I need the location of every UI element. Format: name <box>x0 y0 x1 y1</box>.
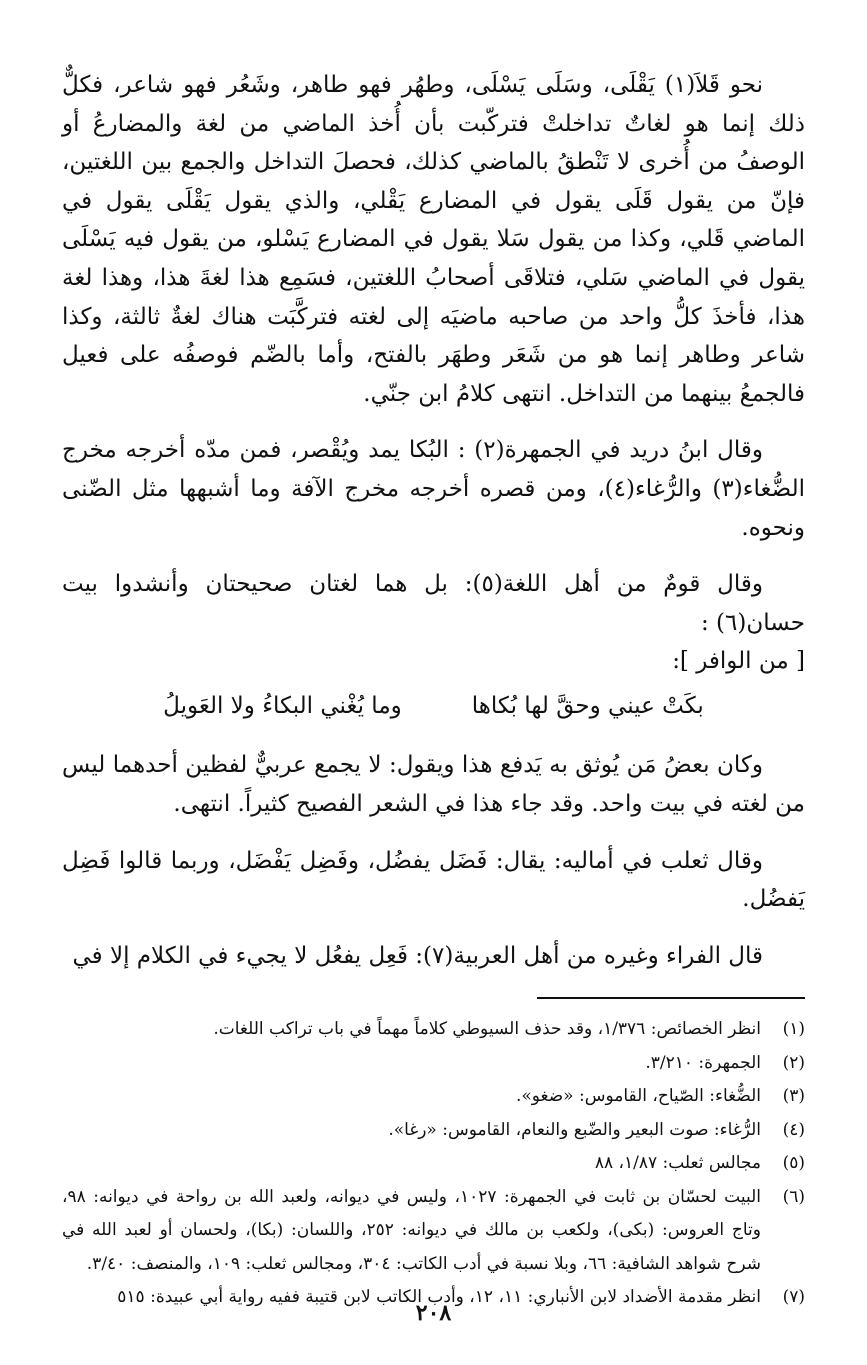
main-text <box>62 66 805 975</box>
paragraph-5: وقال ثعلب في أماليه: يقال: فَضَل يفضُل، وفَضِل يَفْضَل، وربما قالوا فَضِل يَفضُل. <box>62 847 805 913</box>
paragraph-2: وقال ابنُ دريد في الجمهرة(٢) : البُكا يمد ويُقْصر، فمن مدّه أخرجه مخرج الضُّغاء(٣) والرُّغاء(٤)، ومن قصره أخرجه مخرج الآفة وما أشبهها مثل الضّنى ونحوه. <box>62 437 805 541</box>
footnote-number: (٢) <box>782 1052 805 1073</box>
paragraph-1: نحو قَلاَ(١) يَقْلَى، وسَلَى يَسْلَى، وطهُر فهو طاهر، وشَعُر فهو شاعر، فكلٌّ ذلك إنما هو لغاتٌ تداخلتْ فتركّبت بأن أُخذ الماضي من لغة والمضارعُ أو الوصفُ من أُخرى لا تَنْطقُ بالماضي كذلك، فحصلَ التداخل والجمع بين اللغتين، فإنّ من يقول قَلَى يقول في المضارع يَقْلي، والذي يقول يَقْلَى يقول في الماضي قَلي، وكذا من يقول سَلا يقول في المضارع يَسْلو، من يقول فيه يَسْلَى يقول في الماضي سَلي، فتلاقَى أصحابُ اللغتين، فسَمِع هذا لغةَ هذا، وهذا لغة هذا، فأخذَ كلُّ واحد من صاحبه ماضيَه إلى لغته فتركَّبَت هناك لغةٌ ثالثة، وكذا شاعر وطاهر إنما هو من شَعَر وطهَر بالفتح، وأما بالضّم فوصفُه على فعيل فالجمعُ بينهما من التداخل. انتهى كلامُ ابن جنّي. <box>62 72 805 407</box>
page-number: ٢٠٨ <box>415 1300 452 1326</box>
paragraph-3: وقال قومٌ من أهل اللغة(٥): بل هما لغتان صحيحتان وأنشدوا بيت حسان(٦) : <box>62 571 805 636</box>
footnote-number: (٦) <box>782 1186 805 1207</box>
paragraph-4: وكان بعضُ مَن يُوثق به يَدفع هذا ويقول: لا يجمع عربيٌّ لفظين أحدهما ليس من لغته في بيت واحد. وقد جاء هذا في الشعر الفصيح كثيراً. انتهى. <box>62 752 805 817</box>
footnote-text: الضُّغاء: الصّياح، القاموس: «ضغو». <box>515 1086 761 1107</box>
footnote-item <box>62 1114 805 1148</box>
footnote-number: (٤) <box>782 1119 805 1140</box>
footnote-item <box>62 1047 805 1081</box>
footnote-number: (٧) <box>782 1287 805 1308</box>
footnote-number: (٥) <box>782 1153 805 1174</box>
footnote-text: البيت لحسّان بن ثابت في الجمهرة: ١٠٢٧، وليس في ديوانه، ولعبد الله بن رواحة في ديوانه: ٩٨، وتاج العروس: (بكى)، ولكعب بن مالك في ديوانه: ٢٥٢، واللسان: (بكا)، ولحسان أو لعبد الله في شرح شواهد الشافية: ٦٦، وبلا نسبة في أدب الكاتب: ٣٠٤، ومجالس ثعلب: ١٠٩، والمنصف: ٣/٤٠. <box>62 1186 762 1274</box>
footnote-item <box>62 1013 805 1047</box>
footnote-number: (٣) <box>782 1086 805 1107</box>
paragraph-6: قال الفراء وغيره من أهل العربية(٧): فَعِل يفعُل لا يجيء في الكلام إلا في <box>72 942 763 969</box>
footnote-item <box>62 1147 805 1181</box>
footnote-divider <box>537 997 805 999</box>
footnote-text: مجالس ثعلب: ١/٨٧، ٨٨ <box>594 1153 761 1174</box>
verse-meter: [ من الوافر ]: <box>672 648 805 675</box>
footnote-number: (١) <box>782 1019 805 1040</box>
footnote-item <box>62 1181 805 1282</box>
footnote-text: الجمهرة: ٣/٢١٠. <box>645 1052 761 1073</box>
verse-line <box>62 686 805 726</box>
footnote-text: الرُّغاء: صوت البعير والضّبع والنعام، القاموس: «رغا». <box>388 1119 761 1140</box>
verse-second-hemistich: وما يُغْني البكاءُ ولا العَويلُ <box>163 693 402 720</box>
footnote-text: انظر مقدمة الأضداد لابن الأنباري: ١١، ١٢، وأدب الكاتب لابن قتيبة ففيه رواية أبي عبيدة: ٥١٥ <box>117 1287 761 1308</box>
footnotes <box>62 1013 805 1315</box>
footnote-text: انظر الخصائص: ١/٣٧٦، وقد حذف السيوطي كلاماً مهماً في باب تراكب اللغات. <box>213 1019 761 1040</box>
footnote-item <box>62 1080 805 1114</box>
verse-first-hemistich: بكَتْ عيني وحقَّ لها بُكاها <box>471 693 704 720</box>
